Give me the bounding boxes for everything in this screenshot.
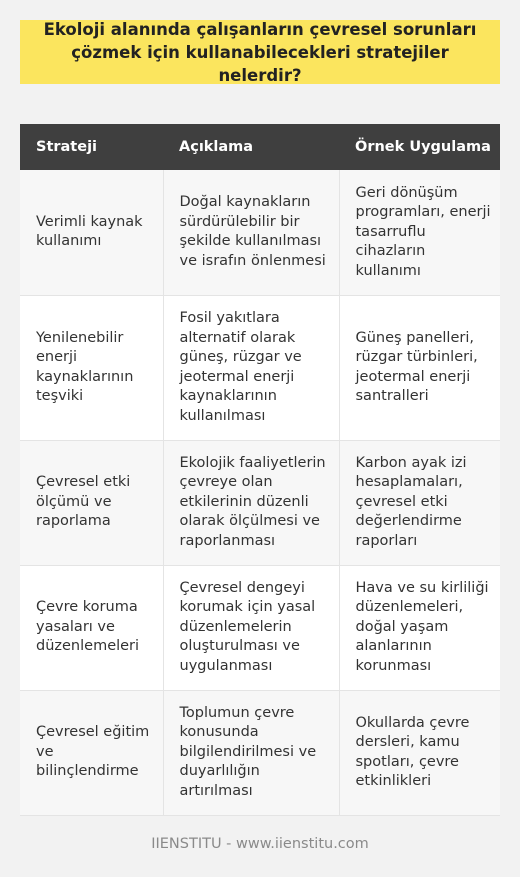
description-cell: Doğal kaynakların sürdürülebilir bir şekilde kullanılması ve israfın önlenmesi xyxy=(163,170,339,295)
table-row xyxy=(20,565,500,690)
strategy-cell: Yenilenebilir enerji kaynaklarının teşviki xyxy=(20,295,163,440)
column-header-strategy: Strateji xyxy=(20,124,163,170)
page-title: Ekoloji alanında çalışanların çevresel sorunları çözmek için kullanabilecekleri stratejiler nelerdir? xyxy=(43,19,477,85)
strategy-cell: Çevre koruma yasaları ve düzenlemeleri xyxy=(20,565,163,690)
example-cell: Karbon ayak izi hesaplamaları, çevresel etki değerlendirme raporları xyxy=(339,440,500,565)
example-cell: Güneş panelleri, rüzgar türbinleri, jeotermal enerji santralleri xyxy=(339,295,500,440)
strategy-cell: Verimli kaynak kullanımı xyxy=(20,170,163,295)
table-header-row xyxy=(20,124,500,170)
table-row xyxy=(20,295,500,440)
description-cell: Ekolojik faaliyetlerin çevreye olan etkilerinin düzenli olarak ölçülmesi ve raporlanması xyxy=(163,440,339,565)
example-cell: Geri dönüşüm programları, enerji tasarruflu cihazların kullanımı xyxy=(339,170,500,295)
title-banner xyxy=(20,20,500,84)
description-cell: Fosil yakıtlara alternatif olarak güneş, rüzgar ve jeotermal enerji kaynaklarının kullanılması xyxy=(163,295,339,440)
strategy-cell: Çevresel eğitim ve bilinçlendirme xyxy=(20,690,163,815)
column-header-description: Açıklama xyxy=(163,124,339,170)
description-cell: Çevresel dengeyi korumak için yasal düzenlemelerin oluşturulması ve uygulanması xyxy=(163,565,339,690)
table-row xyxy=(20,440,500,565)
column-header-example: Örnek Uygulama xyxy=(339,124,500,170)
table-row xyxy=(20,170,500,295)
footer-credit: IIENSTITU - www.iienstitu.com xyxy=(151,836,369,852)
strategy-table xyxy=(20,124,500,816)
description-cell: Toplumun çevre konusunda bilgilendirilmesi ve duyarlılığın artırılması xyxy=(163,690,339,815)
example-cell: Okullarda çevre dersleri, kamu spotları, çevre etkinlikleri xyxy=(339,690,500,815)
table-row xyxy=(20,690,500,815)
example-cell: Hava ve su kirliliği düzenlemeleri, doğal yaşam alanlarının korunması xyxy=(339,565,500,690)
strategy-cell: Çevresel etki ölçümü ve raporlama xyxy=(20,440,163,565)
